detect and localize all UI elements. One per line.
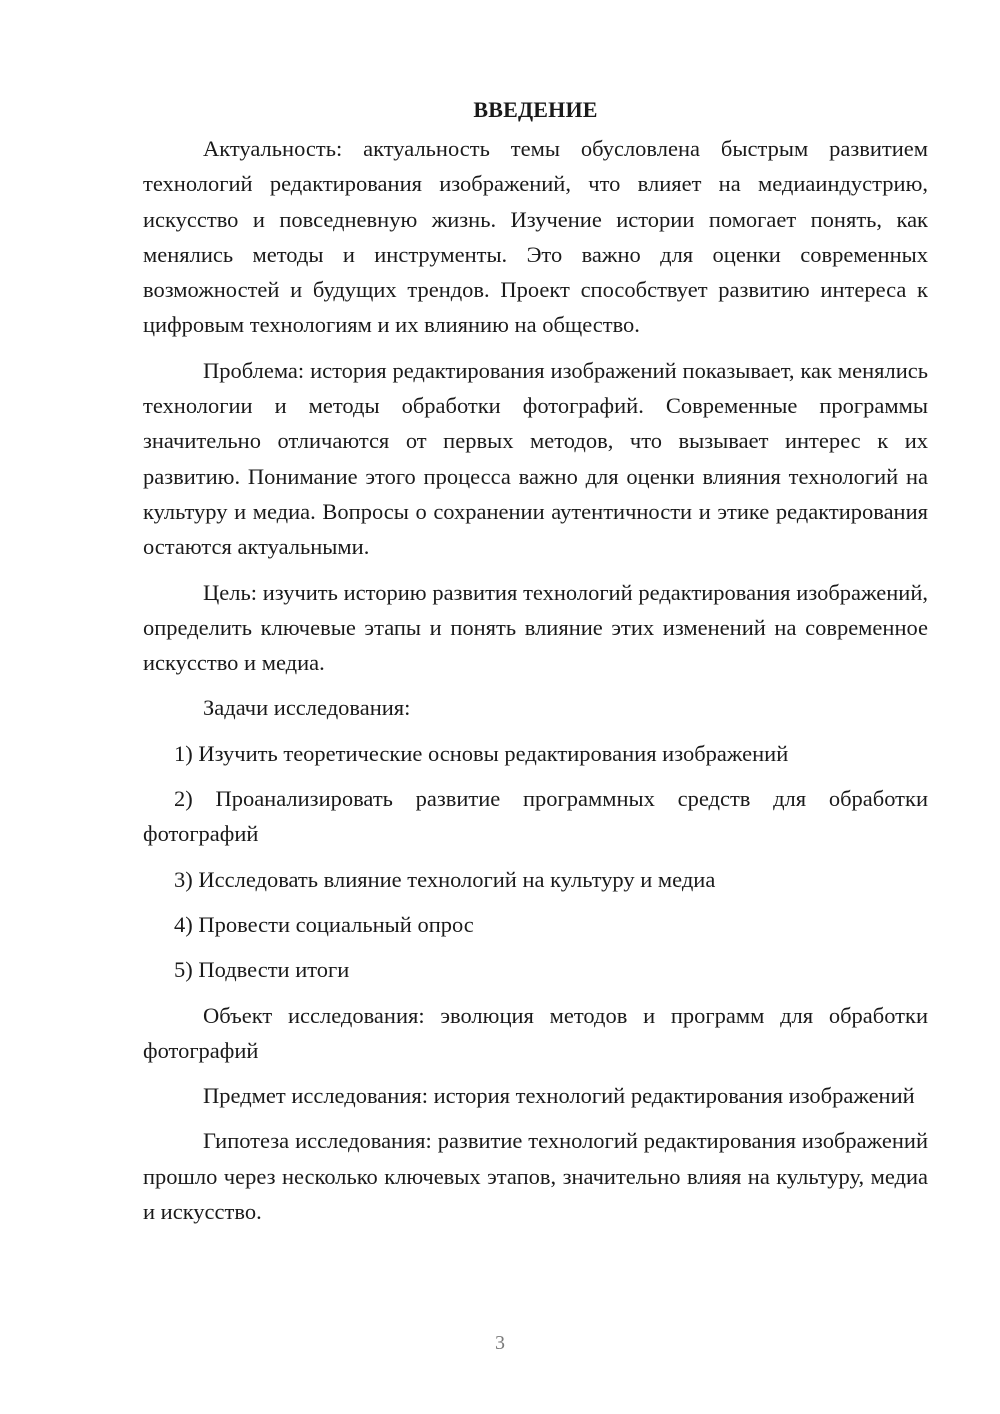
task-item-1: 1) Изучить теоретические основы редактирования изображений [174, 740, 789, 766]
object-paragraph: Объект исследования: эволюция методов и программ для обработки фотографий [143, 1002, 928, 1063]
task-item-5: 5) Подвести итоги [174, 957, 350, 983]
task-item-2: 2) Проанализировать развитие программных средств для обработки фотографий [143, 786, 928, 847]
document-page [143, 92, 928, 1229]
section-heading: ВВЕДЕНИЕ [473, 97, 598, 122]
task-item-3: 3) Исследовать влияние технологий на культуру и медиа [174, 866, 716, 892]
tasks-title: Задачи исследования: [203, 695, 411, 721]
subject-paragraph: Предмет исследования: история технологий редактирования изображений [203, 1083, 915, 1109]
hypothesis-paragraph: Гипотеза исследования: развитие технологий редактирования изображений прошло через несколько ключевых этапов, значительно влияя на культуру, медиа и искусство. [143, 1128, 928, 1225]
page-number: 3 [495, 1332, 505, 1354]
task-item-4: 4) Провести социальный опрос [174, 911, 474, 937]
relevance-paragraph: Актуальность: актуальность темы обусловлена быстрым развитием технологий редактирования изображений, что влияет на медиаиндустрию, искусство и повседневную жизнь. Изучение истории помогает понять, как менялись методы и инструменты. Это важно для оценки современных возможностей и будущих трендов. Проект способствует развитию интереса к цифровым технологиям и их влиянию на общество. [143, 136, 928, 338]
goal-paragraph: Цель: изучить историю развития технологий редактирования изображений, определить ключевые этапы и понять влияние этих изменений на современное искусство и медиа. [143, 579, 928, 676]
problem-paragraph: Проблема: история редактирования изображений показывает, как менялись технологии и методы обработки фотографий. Современные программы значительно отличаются от первых методов, что вызывает интерес к их развитию. Понимание этого процесса важно для оценки влияния технологий на культуру и медиа. Вопросы о сохранении аутентичности и этике редактирования остаются актуальными. [143, 357, 928, 560]
